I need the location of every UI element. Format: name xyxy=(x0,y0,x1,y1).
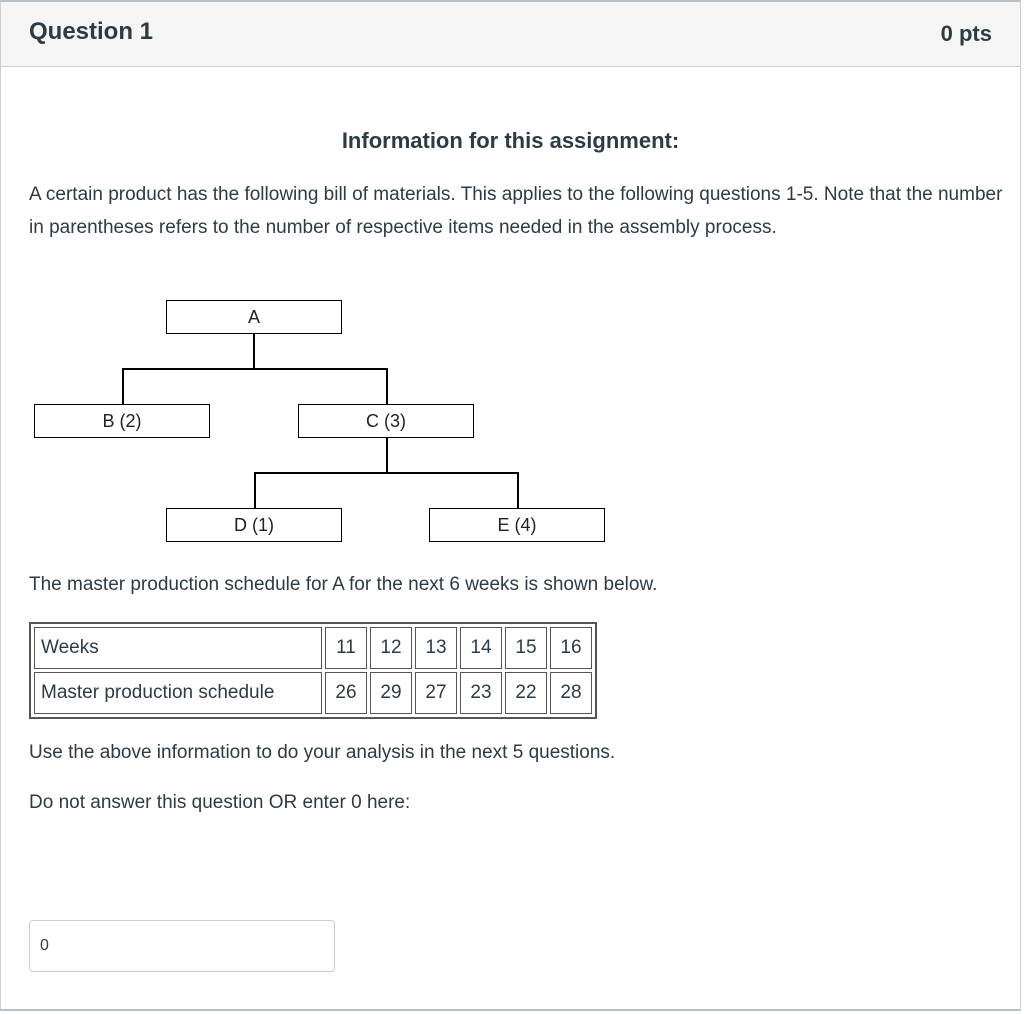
bom-connector xyxy=(253,334,255,369)
bom-node-e: E (4) xyxy=(429,508,605,542)
bom-connector xyxy=(122,368,387,370)
bom-connector xyxy=(254,472,518,474)
bom-connector xyxy=(386,368,388,405)
week-cell: 15 xyxy=(505,627,547,669)
bom-connector xyxy=(254,472,256,509)
week-cell: 16 xyxy=(550,627,592,669)
bom-connector xyxy=(517,472,519,509)
question-title: Question 1 xyxy=(29,18,154,45)
schedule-intro: The master production schedule for A for the next 6 weeks is shown below. xyxy=(29,574,658,595)
mps-cell: 26 xyxy=(325,672,367,714)
table-row xyxy=(34,627,592,669)
week-cell: 12 xyxy=(370,627,412,669)
answer-input[interactable] xyxy=(29,920,335,972)
mps-cell: 28 xyxy=(550,672,592,714)
bom-node-a: A xyxy=(166,300,342,334)
mps-cell: 22 xyxy=(505,672,547,714)
bom-node-c: C (3) xyxy=(298,404,474,438)
mps-label: Master production schedule xyxy=(34,672,322,714)
mps-cell: 27 xyxy=(415,672,457,714)
answer-instruction: Do not answer this question OR enter 0 here: xyxy=(29,792,411,813)
intro-paragraph: A certain product has the following bill of materials. This applies to the following questions 1-5. Note that the number in parentheses refers to the number of respective items needed in the assembly process. xyxy=(29,184,1003,238)
bom-node-b: B (2) xyxy=(34,404,210,438)
week-cell: 14 xyxy=(460,627,502,669)
bom-node-d: D (1) xyxy=(166,508,342,542)
bom-connector xyxy=(122,368,124,405)
weeks-label: Weeks xyxy=(34,627,322,669)
mps-cell: 29 xyxy=(370,672,412,714)
week-cell: 13 xyxy=(415,627,457,669)
bom-connector xyxy=(386,438,388,473)
info-heading: Information for this assignment: xyxy=(341,128,680,153)
question-header xyxy=(1,2,1020,67)
analysis-note: Use the above information to do your analysis in the next 5 questions. xyxy=(29,742,616,763)
question-points: 0 pts xyxy=(940,21,992,46)
table-row xyxy=(34,672,592,714)
week-cell: 11 xyxy=(325,627,367,669)
master-production-schedule-table xyxy=(29,622,597,719)
mps-cell: 23 xyxy=(460,672,502,714)
